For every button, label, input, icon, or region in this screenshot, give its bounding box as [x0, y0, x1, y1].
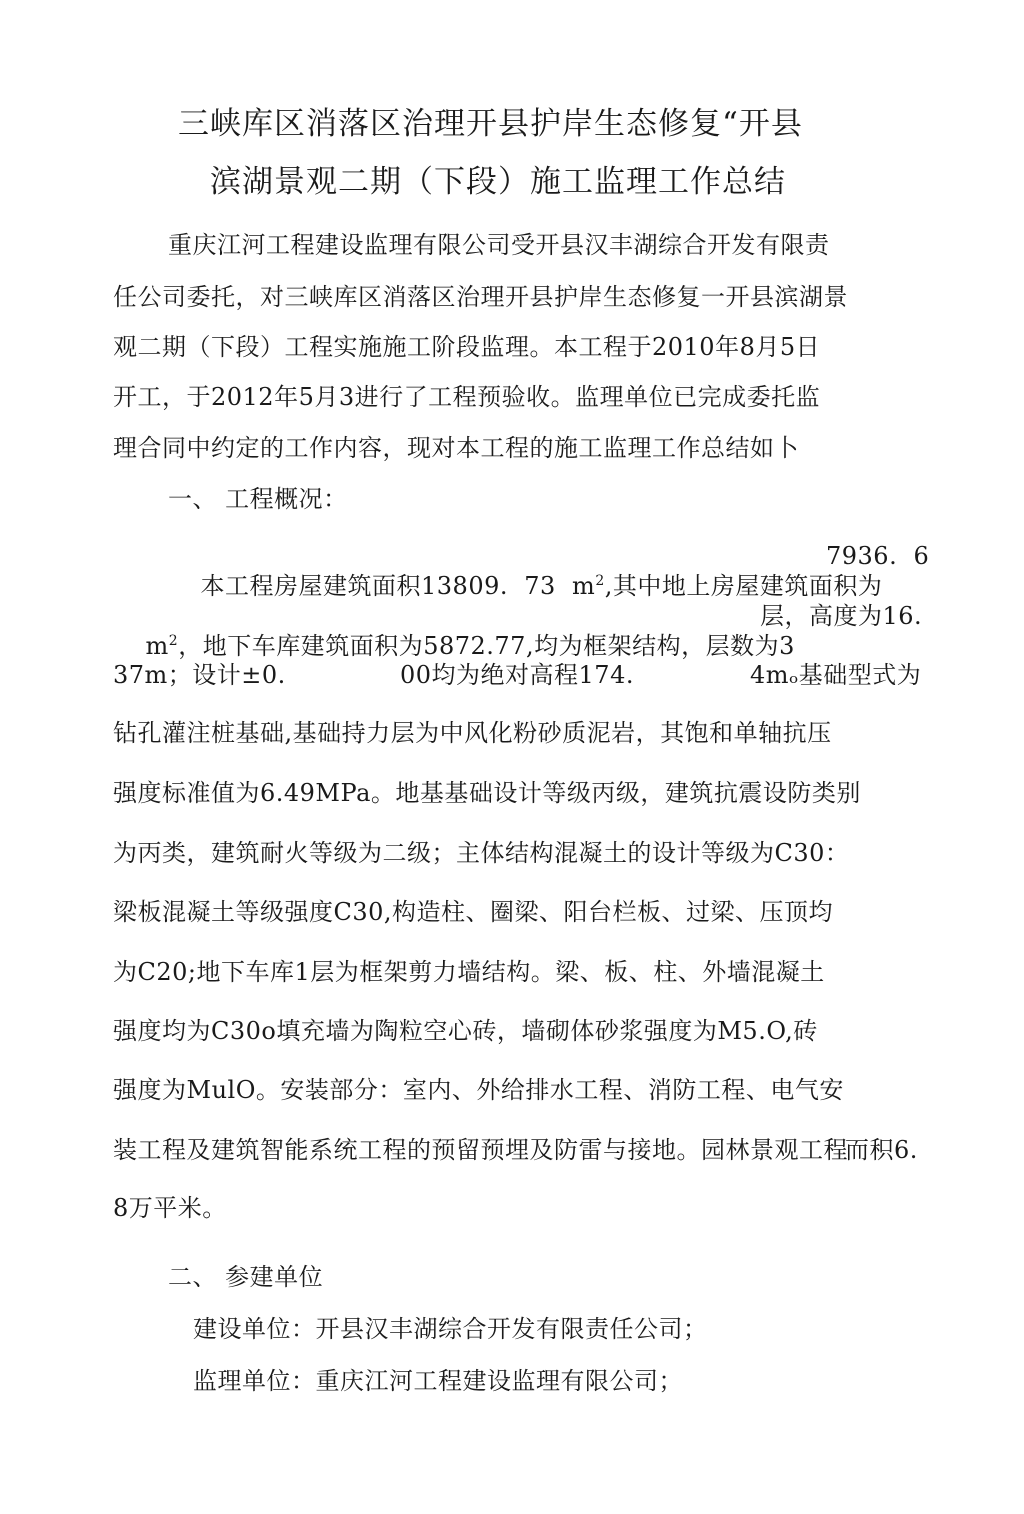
overview-line-6: 为丙类，建筑耐火等级为二级；主体结构混凝土的设计等级为C30： — [113, 839, 850, 867]
document-title-line-2: 滨湖景观二期（下段）施工监理工作总结 — [210, 164, 786, 200]
superscript: 2 — [168, 633, 179, 649]
overview-line-9: 强度均为C30o填充墙为陶粒空心砖，墙砌体砂浆强度为M5.O,砖 — [113, 1017, 818, 1045]
overview-line-7: 梁板混凝土等级强度C30,构造柱、圈梁、阳台栏板、过梁、压顶均 — [113, 898, 834, 926]
overview-line-3-part-b: 00均为绝对高程174. — [400, 661, 634, 689]
superscript: 2 — [595, 573, 605, 589]
intro-line-5: 理合同中约定的工作内容，现对本工程的施工监理工作总结如卜 — [113, 434, 799, 462]
intro-line-3: 观二期（下段）工程实施施工阶段监理。本工程于2010年8月5日 — [113, 333, 821, 361]
participant-supervision-unit: 监理单位：重庆江河工程建设监理有限公司； — [193, 1367, 683, 1395]
overview-line-2-text-a: m — [145, 632, 169, 660]
overview-line-3-part-c: 4mₒ基础型式为 — [750, 661, 922, 689]
overview-line-8: 为C20;地下车库1层为框架剪力墙结构。梁、板、柱、外墙混凝土 — [113, 958, 825, 986]
section-2-heading: 二、 参建单位 — [168, 1263, 324, 1291]
overview-line-1-value: 7936. 6 — [826, 542, 930, 570]
document-title-line-1: 三峡库区消落区治理开县护岸生态修复“开县 — [178, 106, 803, 142]
intro-line-4: 开工，于2012年5月3进行了工程预验收。监理单位已完成委托监 — [113, 383, 821, 411]
overview-line-4: 钻孔灌注桩基础,基础持力层为中风化粉砂质泥岩，其饱和单轴抗压 — [113, 719, 832, 747]
overview-line-5: 强度标准值为6.49MPa。地基基础设计等级丙级，建筑抗震设防类别 — [113, 779, 861, 807]
overview-line-10: 强度为MulO。安装部分：室内、外给排水工程、消防工程、电气安 — [113, 1076, 844, 1104]
overview-line-2-tail: 层，高度为16. — [760, 602, 923, 630]
overview-line-1-text-b: ,其中地上房屋建筑面积为 — [604, 572, 883, 600]
section-1-heading: 一、 工程概况： — [168, 485, 348, 513]
overview-line-2-text-b: ，地下车库建筑面积为5872.77,均为框架结构，层数为3 — [178, 632, 795, 660]
overview-line-12: 8万平米。 — [113, 1194, 227, 1222]
overview-line-1-text-a: 本工程房屋建筑面积13809. 73 m — [200, 572, 596, 600]
overview-line-11: 装工程及建筑智能系统工程的预留预埋及防雷与接地。园林景观工程 — [113, 1136, 848, 1164]
intro-line-2: 任公司委托，对三峡库区消落区治理开县护岸生态修复一开县滨湖景 — [113, 283, 848, 311]
overview-line-11-tail: 而积6. — [845, 1136, 918, 1164]
participant-construction-unit: 建设单位：开县汉丰湖综合开发有限责任公司； — [193, 1315, 708, 1343]
intro-line-1: 重庆江河工程建设监理有限公司受开县汉丰湖综合开发有限责 — [168, 231, 830, 259]
overview-line-3-part-a: 37m；设计±0. — [113, 661, 286, 689]
